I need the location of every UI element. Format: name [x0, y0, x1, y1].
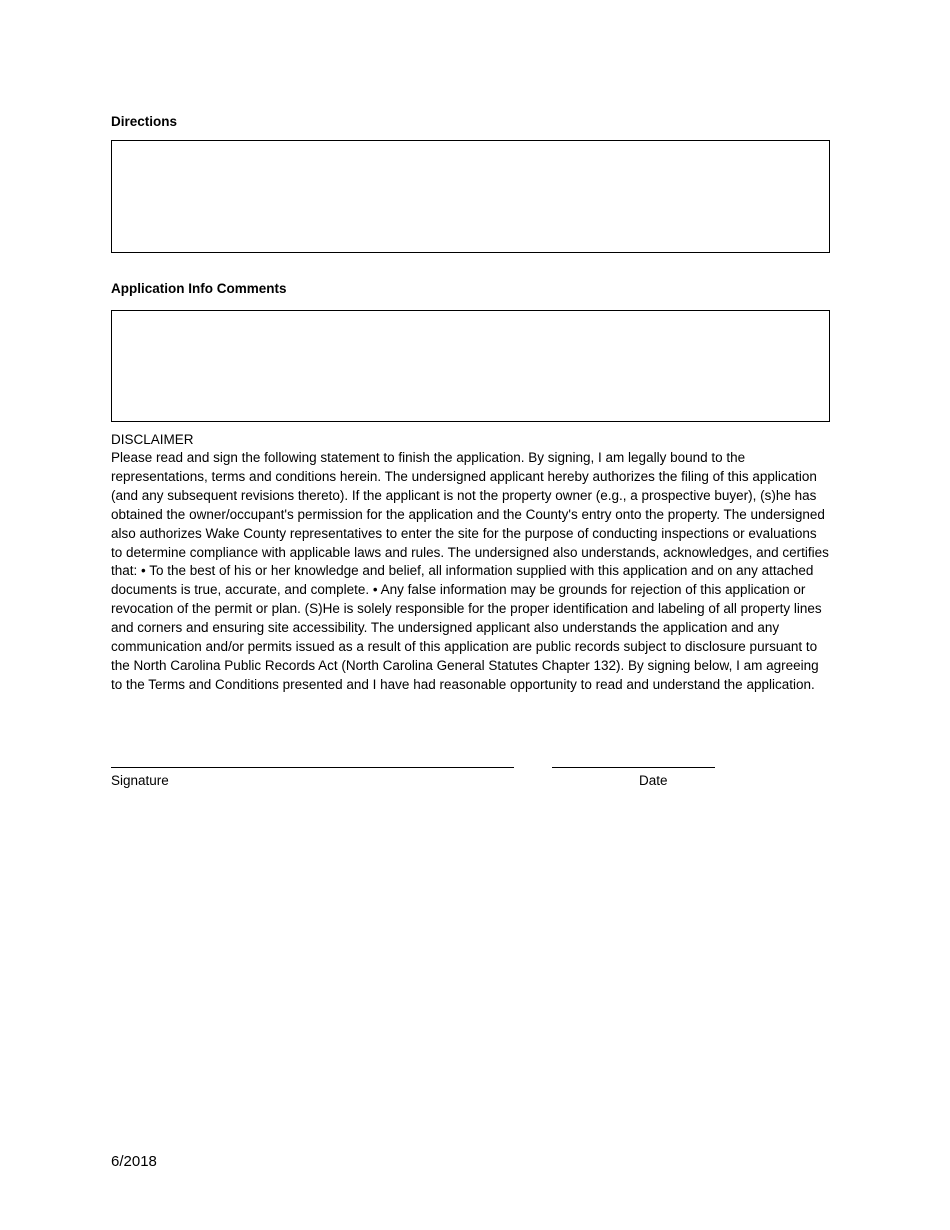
- disclaimer-text: Please read and sign the following statement to finish the application. By signing, I am legally bound to the representations, terms and conditions herein. The undersigned applicant hereby authorizes the filing of this application (and any subsequent revisions thereto). If the applicant is not the property owner (e.g., a prospective buyer), (s)he has obtained the owner/occupant's permission for the application and the County's entry onto the property. The undersigned also authorizes Wake County representatives to enter the site for the purpose of conducting inspections or evaluations to determine compliance with applicable laws and rules. The undersigned also understands, acknowledges, and certifies that: • To the best of his or her knowledge and belief, all information supplied with this application and on any attached documents is true, accurate, and complete. • Any false information may be grounds for rejection of this application or revocation of the permit or plan. (S)He is solely responsible for the proper identification and labeling of all property lines and corners and ensuring site accessibility. The undersigned applicant also understands the application and any communication and/or permits issued as a result of this application are public records subject to disclosure pursuant to the North Carolina Public Records Act (North Carolina General Statutes Chapter 132). By signing below, I am agreeing to the Terms and Conditions presented and I have had reasonable opportunity to read and understand the application.: [111, 450, 829, 692]
- date-label: Date: [639, 773, 668, 788]
- signature-label: Signature: [111, 773, 169, 788]
- application-info-comments-label: Application Info Comments: [111, 281, 287, 296]
- directions-box[interactable]: [111, 140, 830, 253]
- revision-date: 6/2018: [111, 1153, 157, 1170]
- disclaimer-heading: DISCLAIMER: [111, 432, 194, 447]
- application-info-comments-box[interactable]: [111, 310, 830, 422]
- directions-label: Directions: [111, 114, 178, 129]
- signature-line[interactable]: [111, 767, 514, 768]
- date-line[interactable]: [552, 767, 715, 768]
